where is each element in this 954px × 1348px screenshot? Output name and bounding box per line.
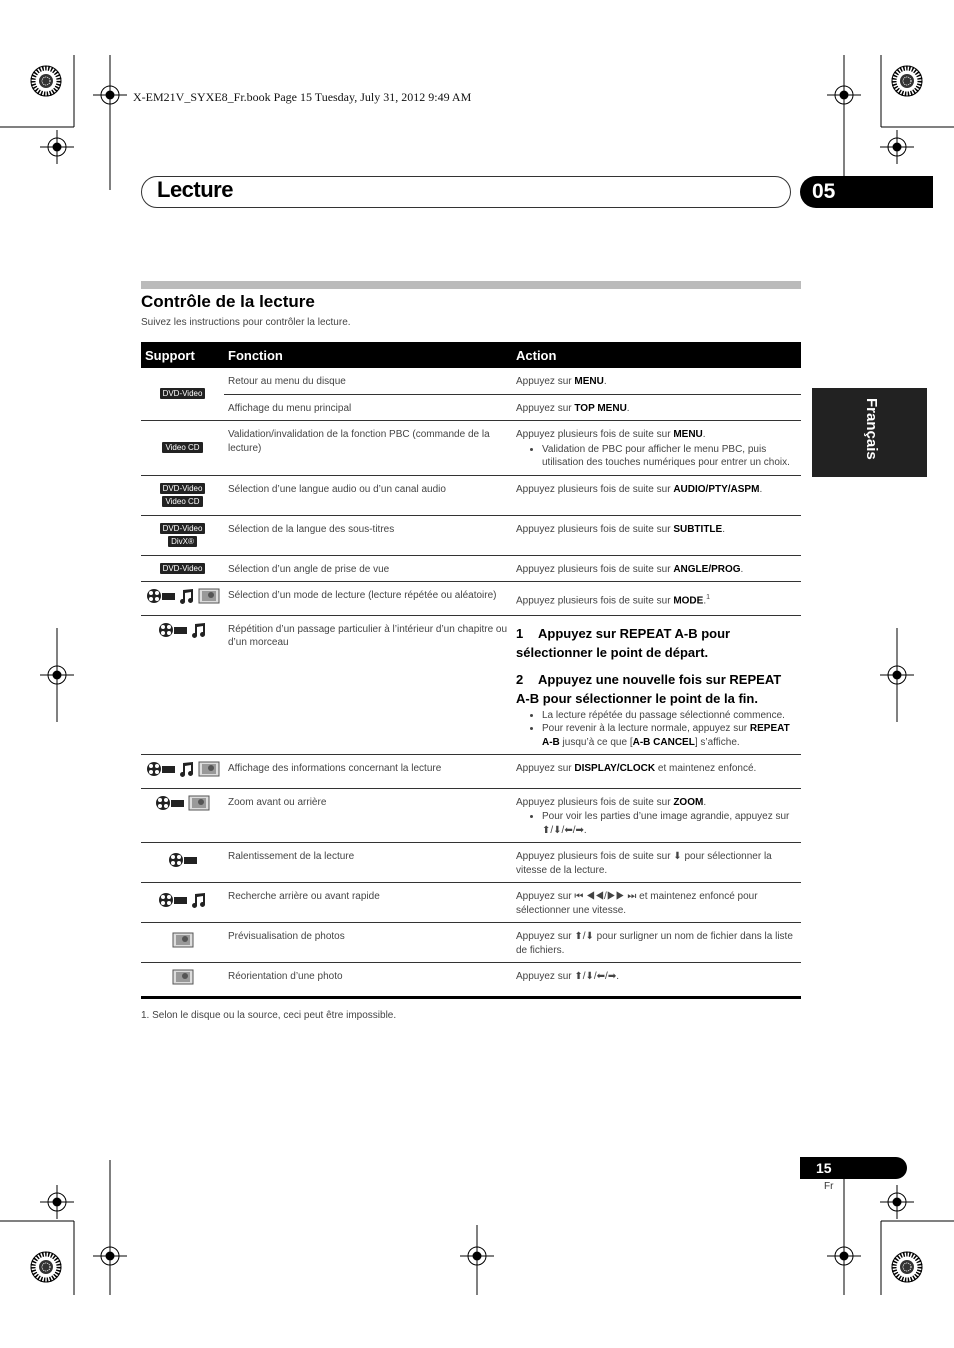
video-file-icon xyxy=(146,588,176,604)
action-cell: Appuyez sur ⏮ ◀◀/▶▶ ⏭ et maintenez enfoncé pour sélectionner une vitesse. xyxy=(512,883,801,923)
photo-file-icon xyxy=(172,969,194,985)
music-file-icon xyxy=(179,761,195,777)
table-row xyxy=(141,923,801,963)
action-cell: Appuyez plusieurs fois de suite sur AUDIO/PTY/ASPM. xyxy=(512,475,801,515)
table-row xyxy=(141,368,801,394)
action-cell: Appuyez sur MENU. xyxy=(512,368,801,394)
section-rule xyxy=(141,281,801,289)
header-action: Action xyxy=(512,342,801,368)
table-row xyxy=(141,755,801,789)
table-row xyxy=(141,421,801,476)
support-cell xyxy=(141,788,224,843)
support-cell xyxy=(141,923,224,963)
fonction-cell: Recherche arrière ou avant rapide xyxy=(224,883,512,923)
book-info: X-EM21V_SYXE8_Fr.book Page 15 Tuesday, July 31, 2012 9:49 AM xyxy=(133,90,472,104)
support-cell xyxy=(141,615,224,755)
action-cell: Appuyez plusieurs fois de suite sur MODE.$^1$ xyxy=(512,582,801,616)
step-2: 2 Appuyez une nouvelle fois sur REPEAT A-B pour sélectionner le point de la fin. xyxy=(516,671,782,706)
support-cell xyxy=(141,843,224,883)
dvd-video-badge: DVD-Video xyxy=(160,563,206,574)
action-cell: Appuyez plusieurs fois de suite sur SUBTITLE. xyxy=(512,515,801,555)
header-support: Support xyxy=(141,342,224,368)
fonction-cell: Répétition d’un passage particulier à l’intérieur d’un chapitre ou d’un morceau xyxy=(224,615,512,755)
chapter-bar xyxy=(141,176,791,208)
table-row xyxy=(141,963,801,998)
chapter-number: 05 xyxy=(800,176,933,208)
video-file-icon xyxy=(155,795,185,811)
section-subtitle: Suivez les instructions pour contrôler la lecture. xyxy=(141,317,351,328)
table-row xyxy=(141,843,801,883)
step-1: 1 Appuyez sur REPEAT A-B pour sélectionner le point de départ. xyxy=(516,625,731,660)
fonction-cell: Prévisualisation de photos xyxy=(224,923,512,963)
table-header-row xyxy=(141,342,801,368)
video-cd-badge: Video CD xyxy=(162,496,202,507)
photo-file-icon xyxy=(188,795,210,811)
language-tab-label-wrap xyxy=(860,398,880,468)
video-file-icon xyxy=(158,892,188,908)
bullet-item: • Validation de PBC pour afficher le menu PBC, puis utilisation des touches numériques pour entrer un choix. xyxy=(542,443,797,470)
fonction-cell: Sélection d’un mode de lecture (lecture répétée ou aléatoire) xyxy=(224,582,512,616)
photo-file-icon xyxy=(198,761,220,777)
table-row xyxy=(141,615,801,755)
support-cell xyxy=(141,368,224,421)
bullet-item: • La lecture répétée du passage sélectionné commence. xyxy=(542,709,797,723)
support-cell xyxy=(141,755,224,789)
table-row xyxy=(141,475,801,515)
operations-table xyxy=(141,342,801,999)
dvd-video-badge: DVD-Video xyxy=(160,483,206,494)
support-cell xyxy=(141,582,224,616)
page-number: 15 xyxy=(800,1157,907,1179)
action-cell: Appuyez sur ⬆/⬇/⬅/➡. xyxy=(512,963,801,998)
fonction-cell: Ralentissement de la lecture xyxy=(224,843,512,883)
dvd-video-badge: DVD-Video xyxy=(160,523,206,534)
video-file-icon xyxy=(146,761,176,777)
fonction-cell: Affichage des informations concernant la lecture xyxy=(224,755,512,789)
divx-badge: DivX® xyxy=(168,536,197,547)
music-file-icon xyxy=(191,892,207,908)
action-cell: Appuyez sur TOP MENU. xyxy=(512,394,801,421)
action-cell: Appuyez plusieurs fois de suite sur ⬇ pour sélectionner la vitesse de la lecture. xyxy=(512,843,801,883)
footnote: 1. Selon le disque ou la source, ceci peut être impossible. xyxy=(141,1010,397,1021)
action-cell: Appuyez sur DISPLAY/CLOCK et maintenez enfoncé. xyxy=(512,755,801,789)
fonction-cell: Affichage du menu principal xyxy=(224,394,512,421)
action-cell: Appuyez sur ⬆/⬇ pour surligner un nom de fichier dans la liste de fichiers. xyxy=(512,923,801,963)
support-cell xyxy=(141,515,224,555)
header-fonction: Fonction xyxy=(224,342,512,368)
music-file-icon xyxy=(191,622,207,638)
action-cell: Appuyez plusieurs fois de suite sur ANGLE/PROG. xyxy=(512,555,801,582)
action-cell: Appuyez plusieurs fois de suite sur ZOOM. • Pour voir les parties d’une image agrandie, appuyez sur ⬆/⬇/⬅/➡. xyxy=(512,788,801,843)
bullet-item: • Pour voir les parties d’une image agrandie, appuyez sur ⬆/⬇/⬅/➡. xyxy=(542,810,797,837)
fonction-cell: Zoom avant ou arrière xyxy=(224,788,512,843)
table-row xyxy=(141,394,801,421)
section-title: Contrôle de la lecture xyxy=(141,292,315,311)
video-cd-badge: Video CD xyxy=(162,442,202,453)
footnote-ref: 1 xyxy=(706,593,710,601)
fonction-cell: Retour au menu du disque xyxy=(224,368,512,394)
chapter-title: Lecture xyxy=(157,177,233,202)
table-row xyxy=(141,788,801,843)
fonction-cell: Sélection d’une langue audio ou d’un canal audio xyxy=(224,475,512,515)
video-file-icon xyxy=(158,622,188,638)
support-cell xyxy=(141,963,224,998)
language-tab-label: Français xyxy=(863,398,880,460)
support-cell xyxy=(141,883,224,923)
table-row xyxy=(141,883,801,923)
support-cell xyxy=(141,475,224,515)
fonction-cell: Réorientation d’une photo xyxy=(224,963,512,998)
table-row xyxy=(141,515,801,555)
dvd-video-badge: DVD-Video xyxy=(160,388,206,399)
table-row xyxy=(141,555,801,582)
support-cell xyxy=(141,555,224,582)
fonction-cell: Sélection de la langue des sous-titres xyxy=(224,515,512,555)
page-language: Fr xyxy=(824,1181,834,1192)
table-row xyxy=(141,582,801,616)
video-file-icon xyxy=(168,852,198,868)
fonction-cell: Sélection d’un angle de prise de vue xyxy=(224,555,512,582)
bullet-item: • Pour revenir à la lecture normale, appuyez sur REPEAT A-B jusqu’à ce que [A-B CANCEL] s’affiche. xyxy=(542,722,797,749)
action-cell xyxy=(512,615,801,755)
photo-file-icon xyxy=(198,588,220,604)
support-cell xyxy=(141,421,224,476)
action-cell: Appuyez plusieurs fois de suite sur MENU. • Validation de PBC pour afficher le menu PBC, puis utilisation des touches numériques pour entrer un choix. xyxy=(512,421,801,476)
music-file-icon xyxy=(179,588,195,604)
photo-file-icon xyxy=(172,932,194,948)
fonction-cell: Validation/invalidation de la fonction PBC (commande de la lecture) xyxy=(224,421,512,476)
